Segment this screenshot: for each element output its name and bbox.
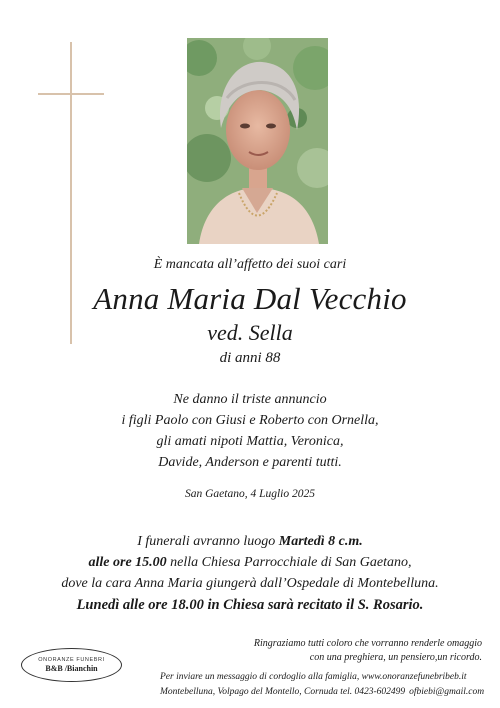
deceased-name: Anna Maria Dal Vecchio [93, 281, 407, 316]
contact-address-phone: Montebelluna, Volpago del Montello, Cornuda tel. 0423-602499 [160, 687, 406, 697]
funeral-line-3: dove la cara Anna Maria giungerà dall’Ospedale di Montebelluna. [61, 576, 439, 591]
announcement-line: i figli Paolo con Giusi e Roberto con Ornella, [121, 413, 379, 428]
funeral-time: alle ore 15.00 [88, 555, 167, 570]
funeral-info [0, 531, 500, 594]
deceased-portrait [187, 38, 328, 244]
cross-horizontal-bar [38, 93, 104, 95]
announcement-line: gli amati nipoti Mattia, Veronica, [156, 434, 344, 449]
thanks-line: con una preghiera, un pensiero,un ricordo. [309, 652, 482, 663]
logo-top-text: ONORANZE FUNEBRI [38, 657, 105, 663]
announcement-line: Davide, Anderson e parenti tutti. [158, 455, 342, 470]
announcement [0, 389, 500, 473]
rosary-notice: Lunedì alle ore 18.00 in Chiesa sarà recitato il S. Rosario. [76, 597, 424, 613]
place-date: San Gaetano, 4 Luglio 2025 [184, 488, 315, 500]
funeral-day: Martedì 8 c.m. [278, 534, 363, 549]
contact-line-1: Per inviare un messaggio di cordoglio alla famiglia, www.onoranzefunebribeb.it [160, 672, 467, 682]
age: di anni 88 [219, 350, 281, 366]
funeral-home-logo [21, 648, 122, 682]
funeral-church: nella Chiesa Parrocchiale di San Gaetano, [166, 555, 412, 570]
funeral-line-1 [0, 531, 500, 552]
announcement-line: Ne danno il triste annuncio [173, 392, 327, 407]
logo-name: B&B /Bianchin [45, 664, 98, 673]
thanks-line: Ringraziamo tutti coloro che vorranno renderle omaggio [253, 638, 482, 649]
contact-info [160, 670, 490, 700]
contact-line-2 [160, 685, 490, 700]
contact-email: ofbiebi@gmail.com [409, 687, 485, 697]
intro-text: È mancata all’affetto dei suoi cari [153, 257, 347, 272]
funeral-line-2 [0, 552, 500, 573]
thanks-note [182, 637, 482, 665]
funeral-intro: I funerali avranno luogo [137, 534, 279, 549]
widow-of: ved. Sella [207, 320, 293, 345]
